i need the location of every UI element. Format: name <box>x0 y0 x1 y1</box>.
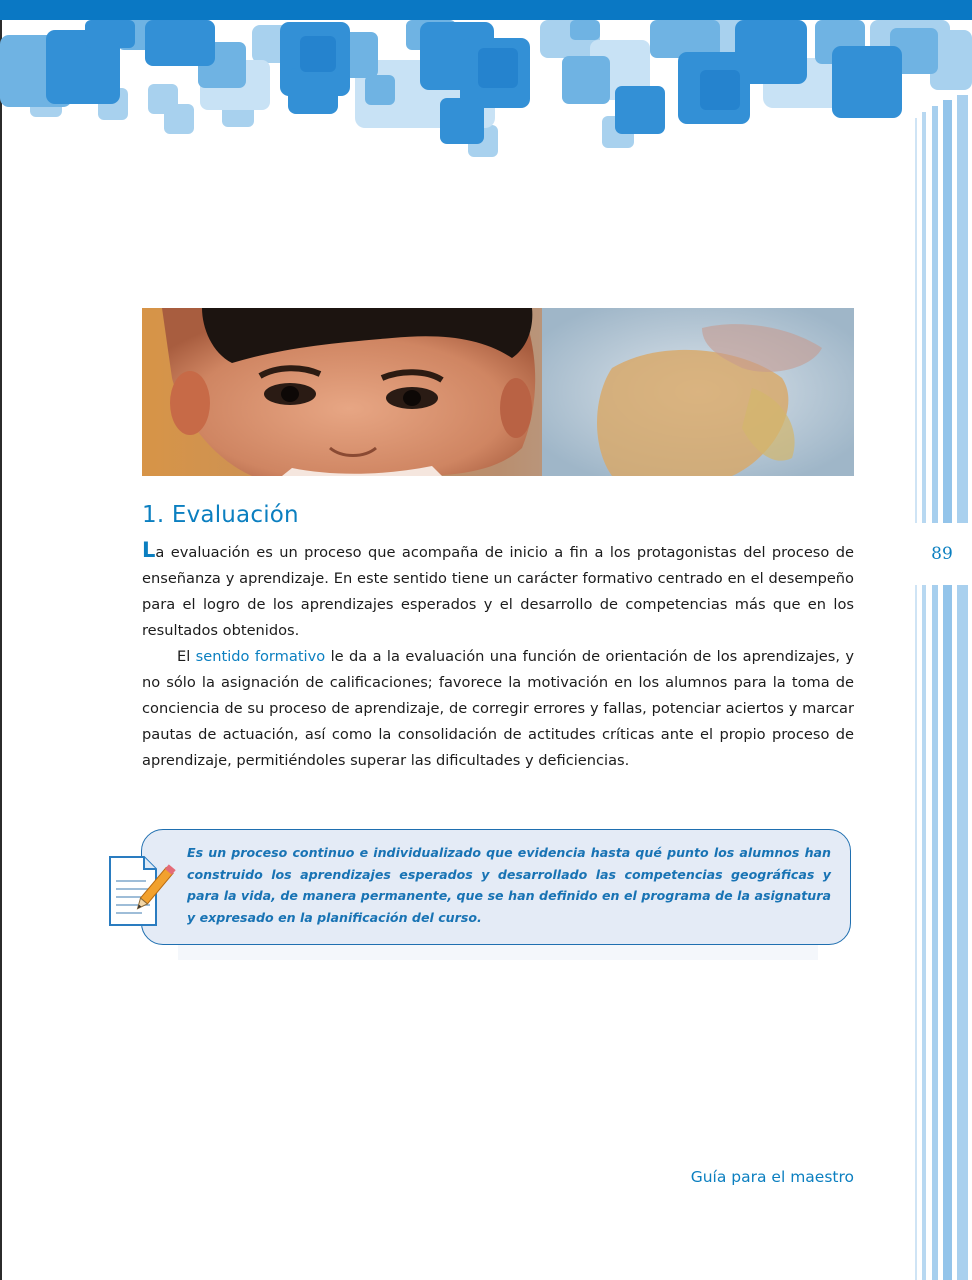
top-color-band <box>0 0 972 20</box>
paragraph-2-text: le da a la evaluación una función de orientación de los aprendizajes, y no sólo la asignación de calificaciones; favorece la motivación en los alumnos para la toma de conciencia de su proceso de aprendizaje, de corregir errores y fallas, potenciar aciertos y marcar pautas de actuación, así como la consolidación de actitudes críticas ante el propio proceso de aprendizaje, permitiéndoles superar las dificultades y deficiencias. <box>142 648 854 769</box>
paragraph-2 <box>142 644 854 774</box>
page-number: 89 <box>912 523 972 585</box>
paragraph-1 <box>142 540 854 644</box>
right-stripes-decoration <box>912 0 972 1280</box>
footer-title: Guía para el maestro <box>690 1168 854 1186</box>
highlighted-term: sentido formativo <box>195 648 326 665</box>
dropcap: L <box>142 538 156 562</box>
header-squares-decoration <box>0 0 972 165</box>
section-title: 1. Evaluación <box>142 502 299 528</box>
definition-callout <box>141 829 851 945</box>
header-photo <box>142 308 854 476</box>
body-text <box>142 540 854 774</box>
paragraph-2-lead: El <box>177 648 196 665</box>
page-left-edge <box>0 0 2 1280</box>
document-pencil-icon <box>106 853 176 929</box>
paragraph-1-text: a evaluación es un proceso que acompaña de inicio a fin a los protagonistas del proceso de enseñanza y aprendizaje. En este sentido tiene un carácter formativo centrado en el desempeño para el logro de los aprendizajes esperados y el desarrollo de competencias más que en los resultados obtenidos. <box>142 544 854 639</box>
callout-text: Es un proceso continuo e individualizado que evidencia hasta qué punto los alumnos han construido los aprendizajes esperados y desarrollado las competencias geográficas y para la vida, de manera permanente, que se han definido en el programa de la asignatura y expresado en la planificación del curso. <box>187 845 831 925</box>
